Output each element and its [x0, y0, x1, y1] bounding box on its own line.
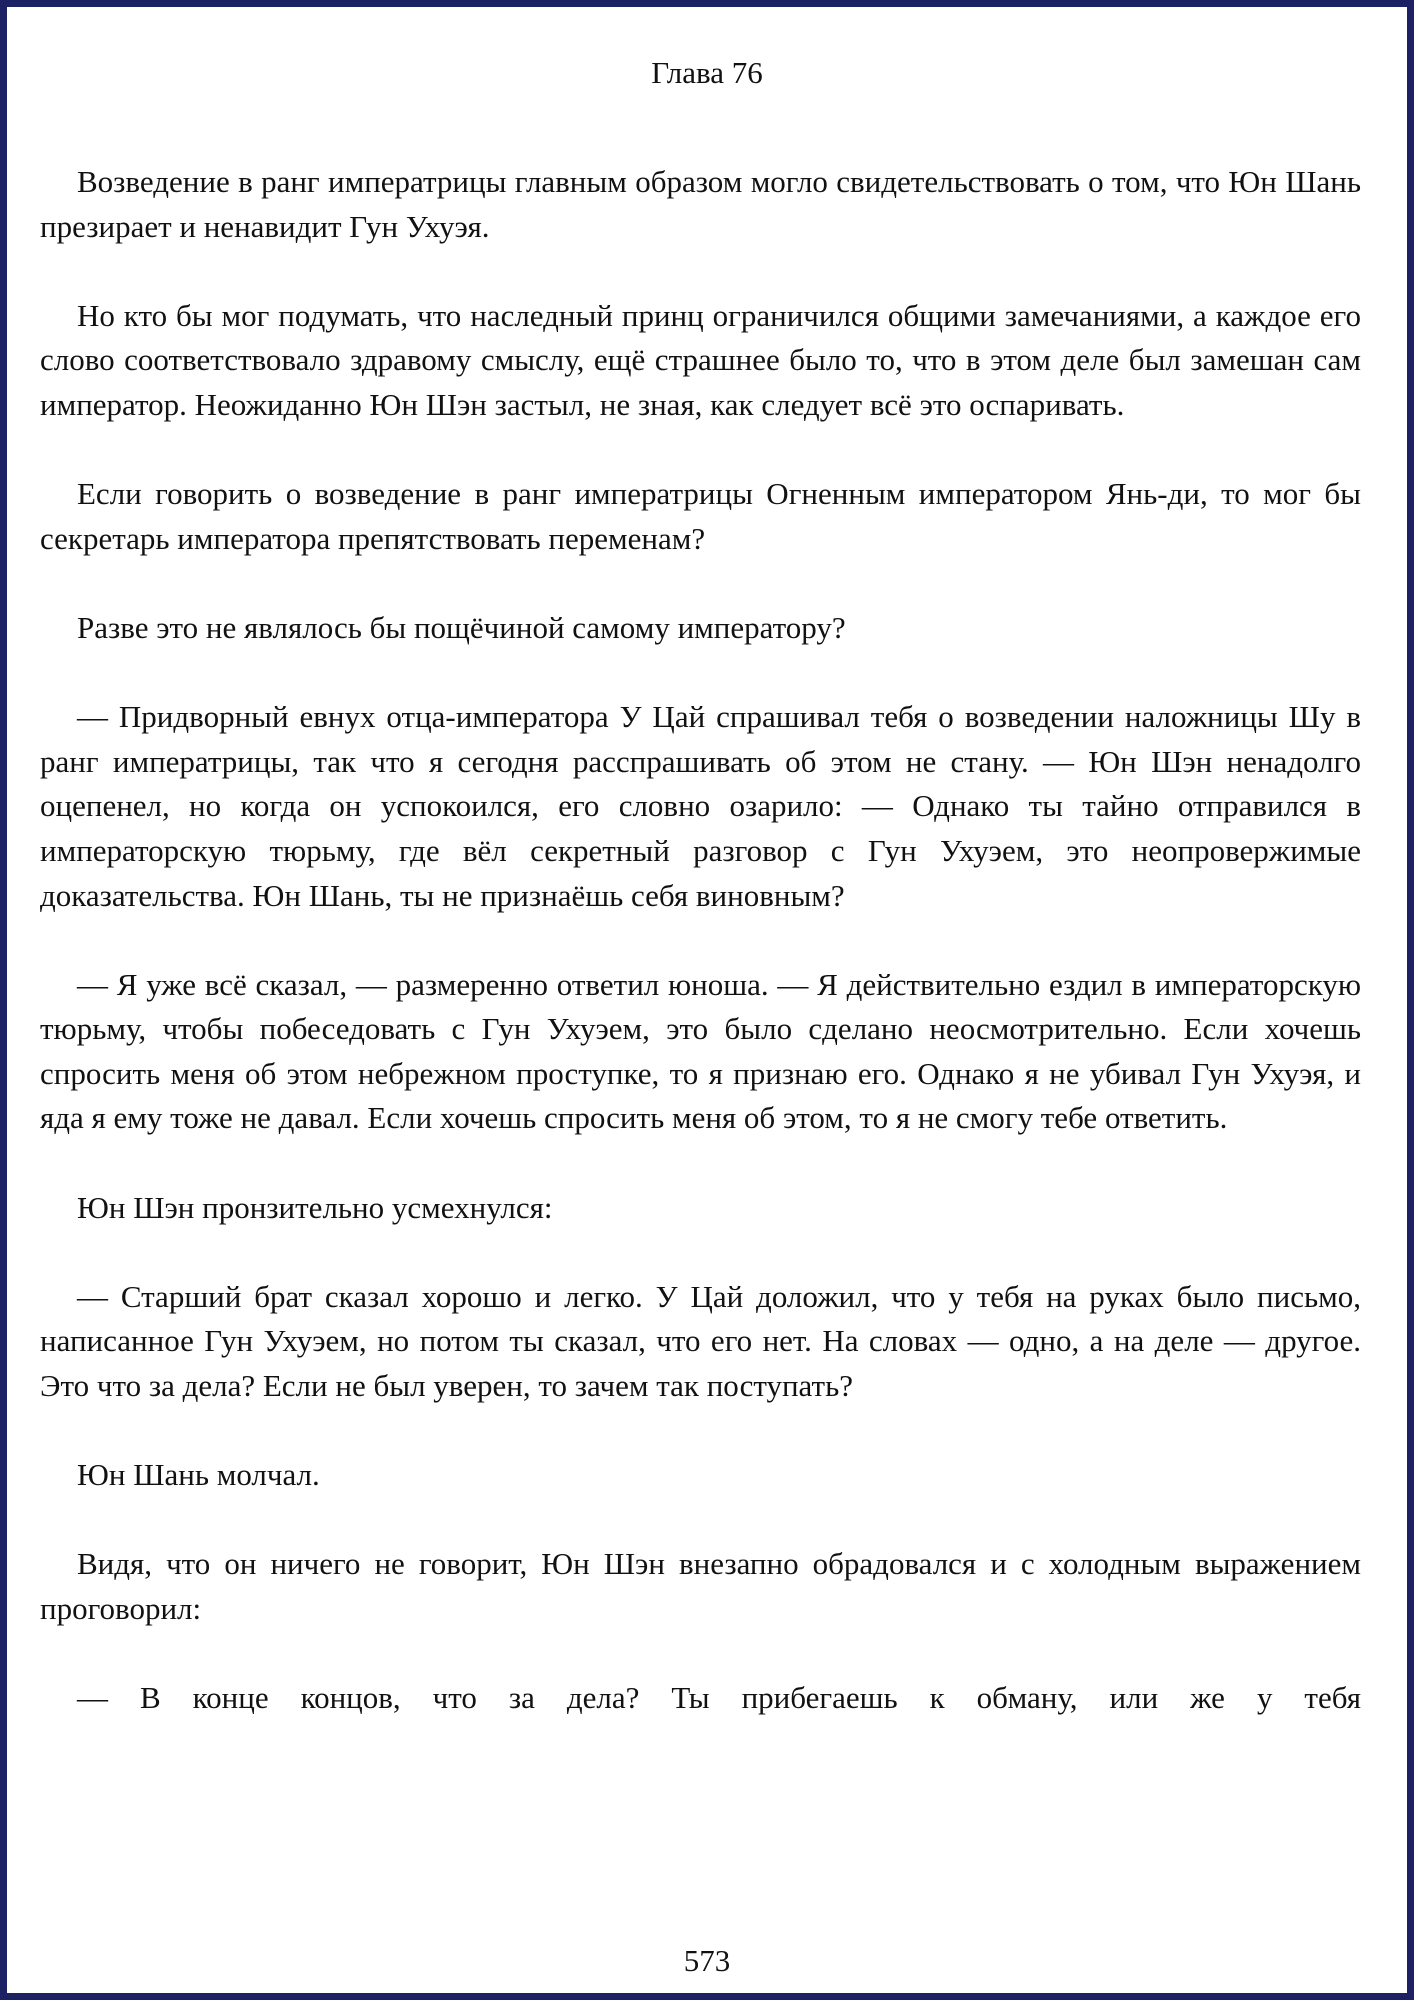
- paragraph: — Придворный евнух отца-императора У Цай спрашивал тебя о возведении наложницы Шу в ранг императрицы, так что я сегодня расспрашивать об этом не стану. — Юн Шэн ненадолго оцепенел, но когда он успокоился, его словно озарило: — Однако ты тайно отправился в императорскую тюрьму, где вёл секретный разговор с Гун Ухуэем, это неопровержимые доказательства. Юн Шань, ты не признаёшь себя виновным?: [40, 699, 1361, 913]
- paragraph-continued: — В конце концов, что за дела? Ты прибегаешь к обману, или же у тебя: [77, 1680, 1361, 1716]
- paragraph: Видя, что он ничего не говорит, Юн Шэн внезапно обрадовался и с холодным выражением проговорил:: [40, 1546, 1361, 1626]
- body-text: [40, 160, 1361, 1765]
- paragraph: Юн Шэн пронзительно усмехнулся:: [77, 1189, 553, 1225]
- paragraph: Но кто бы мог подумать, что наследный принц ограничился общими замечаниями, а каждое его слово соответствовало здравому смыслу, ещё страшнее было то, что в этом деле был замешан сам император. Неожиданно Юн Шэн застыл, не зная, как следует всё это оспаривать.: [40, 297, 1361, 422]
- chapter-title: Глава 76: [651, 55, 763, 90]
- paragraph: Возведение в ранг императрицы главным образом могло свидетельствовать о том, что Юн Шань презирает и ненавидит Гун Ухуэя.: [40, 164, 1361, 244]
- paragraph: — Старший брат сказал хорошо и легко. У Цай доложил, что у тебя на руках было письмо, написанное Гун Ухуэем, но потом ты сказал, что его нет. На словах — одно, а на деле — другое. Это что за дела? Если не был уверен, то зачем так поступать?: [40, 1278, 1361, 1404]
- paragraph: — Я уже всё сказал, — размеренно ответил юноша. — Я действительно ездил в императорскую тюрьму, чтобы побеседовать с Гун Ухуэем, это было сделано неосмотрительно. Если хочешь спросить меня об этом небрежном проступке, то я признаю его. Однако я не убивал Гун Ухуэя, и яда я ему тоже не давал. Если хочешь спросить меня об этом, то я не смогу тебе ответить.: [40, 966, 1361, 1136]
- paragraph: Если говорить о возведение в ранг императрицы Огненным императором Янь-ди, то мог бы секретарь императора препятствовать переменам?: [40, 476, 1361, 556]
- paragraph: Юн Шань молчал.: [77, 1457, 320, 1493]
- paragraph: Разве это не являлось бы пощёчиной самому императору?: [77, 609, 846, 645]
- page-number: 573: [683, 1943, 731, 1978]
